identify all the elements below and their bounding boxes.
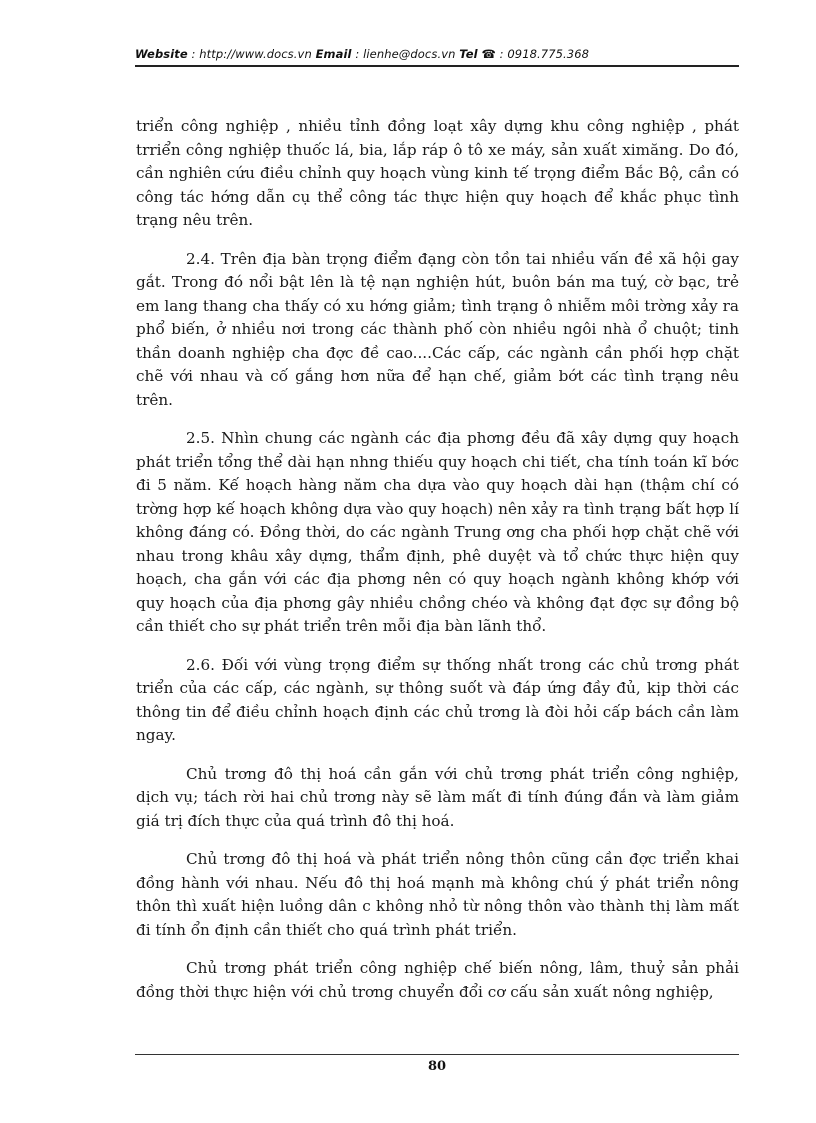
tel-label: Tel — [459, 47, 478, 61]
website-url: : http://www.docs.vn — [191, 47, 312, 61]
paragraph-2-5: 2.5. Nhìn chung các ngành các địa phơng đều đã xây dựng quy hoạch phát triển tổng thể dài hạn nhng thiếu quy hoạch chi tiết, cha tính toán kĩ bớc đi 5 năm. Kế hoạch hàng năm cha dựa vào quy hoạch dài hạn (thậm chí có trờng hợp kế hoạch không dựa vào quy hoạch) nên xảy ra tình trạng bất hợp lí không đáng có. Đồng thời, do các ngành Trung ơng cha phối hợp chặt chẽ với nhau trong khâu xây dựng, thẩm định, phê duyệt và tổ chức thực hiện quy hoạch, cha gắn với các địa phơng nên có quy hoạch ngành không khớp với quy hoạch của địa phơng gây nhiều chồng chéo và không đạt đợc sự đồng bộ cần thiết cho sự phát triển trên mỗi địa bàn lãnh thổ. — [136, 429, 739, 635]
footer-divider — [135, 1054, 739, 1055]
page-number: 80 — [427, 1059, 447, 1074]
header-divider — [135, 65, 739, 67]
email-address: : lienhe@docs.vn — [355, 47, 456, 61]
body-text — [136, 115, 739, 1019]
paragraph-continuation: triển công nghiệp , nhiều tỉnh đồng loạt xây dựng khu công nghiệp , phát trriển công nghiệp thuốc lá, bia, lắp ráp ô tô xe máy, sản xuất ximăng. Do đó, cần nghiên cứu điều chỉnh quy hoạch vùng kinh tế trọng điểm Bắc Bộ, cần có công tác hớng dẫn cụ thể công tác thực hiện quy hoạch để khắc phục tình trạng nêu trên. — [136, 117, 739, 229]
paragraph-2-4: 2.4. Trên địa bàn trọng điểm đạng còn tồn tai nhiều vấn đề xã hội gay gắt. Trong đó nổi bật lên là tệ nạn nghiện hút, buôn bán ma tuý, cờ bạc, trẻ em lang thang cha thấy có xu hớng giảm; tình trạng ô nhiễm môi trờng xảy ra phổ biến, ở nhiều nơi trong các thành phố còn nhiều ngôi nhà ổ chuột; tinh thần doanh nghiệp cha đợc đề cao....Các cấp, các ngành cần phối hợp chặt chẽ với nhau và cố gắng hơn nữa để hạn chế, giảm bớt các tình trạng nêu trên. — [136, 249, 739, 409]
paragraph-2-6: 2.6. Đối với vùng trọng điểm sự thống nhất trong các chủ trơng phát triển của các cấp, các ngành, sự thông suốt và đáp ứng đầy đủ, kịp thời các thông tin để điều chỉnh hoạch định các chủ trơng là đòi hỏi cấp bách cần làm ngay. — [136, 655, 739, 744]
paragraph-urbanization-industry: Chủ trơng đô thị hoá cần gắn với chủ trơng phát triển công nghiệp, dịch vụ; tách rời hai chủ trơng này sẽ làm mất đi tính đúng đắn và làm giảm giá trị đích thực của quá trình đô thị hoá. — [136, 764, 739, 830]
page-header — [135, 47, 740, 61]
email-label: Email — [315, 47, 352, 61]
paragraph-processing-industry: Chủ trơng phát triển công nghiệp chế biến nông, lâm, thuỷ sản phải đồng thời thực hiện với chủ trơng chuyển đổi cơ cấu sản xuất nông nghiệp, — [136, 959, 739, 1001]
website-label: Website — [135, 47, 188, 61]
phone-number: : 0918.775.368 — [499, 47, 590, 61]
phone-icon: ☎ — [481, 47, 496, 61]
paragraph-urbanization-rural: Chủ trơng đô thị hoá và phát triển nông thôn cũng cần đợc triển khai đồng hành với nhau. Nếu đô thị hoá mạnh mà không chú ý phát triển nông thôn thì xuất hiện luồng dân c không nhỏ từ nông thôn vào thành thị làm mất đi tính ổn định cần thiết cho quá trình phát triển. — [136, 850, 739, 939]
